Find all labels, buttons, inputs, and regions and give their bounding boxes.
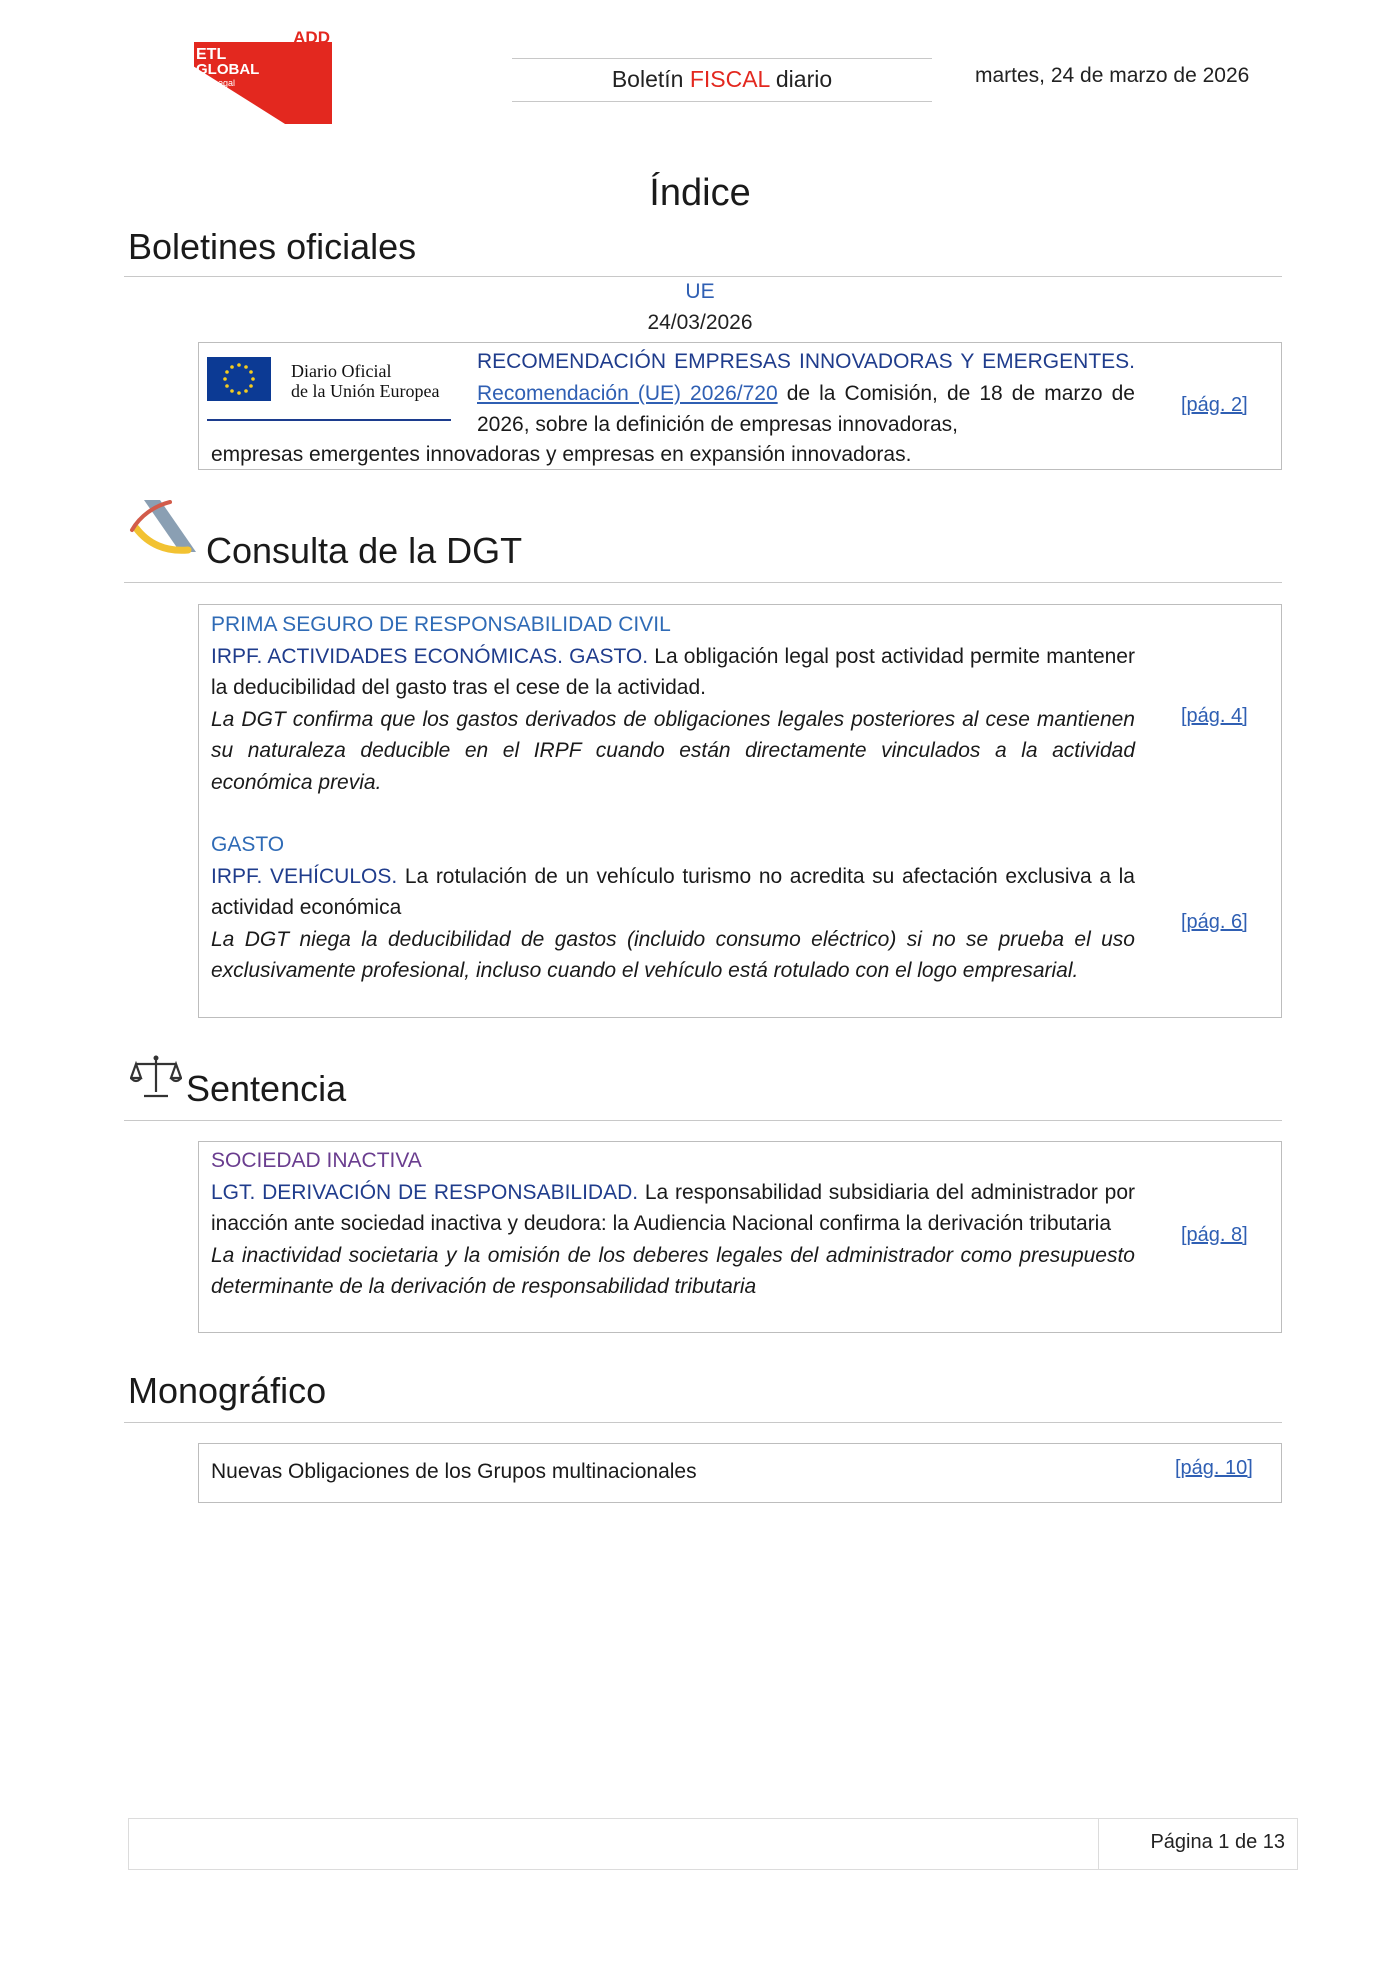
page-footer (128, 1818, 1298, 1870)
dgt-entry-2 (211, 829, 1135, 987)
entry-summary: La inactividad societaria y la omisión de los deberes legales del administrador como presupuesto determinante de la derivación de responsabilidad tributaria (211, 1243, 1135, 1298)
entry-heading: IRPF. VEHÍCULOS. (211, 864, 398, 888)
recommendation-link[interactable]: Recomendación (UE) 2026/720 (477, 381, 778, 405)
region-date: 24/03/2026 (647, 311, 753, 334)
section-title-boletines: Boletines oficiales (128, 226, 417, 267)
region-label: UE (685, 280, 715, 303)
entry-paragraph-cont: empresas emergentes innovadoras y empresas en expansión innovadoras. (211, 443, 912, 466)
entry-heading: IRPF. ACTIVIDADES ECONÓMICAS. GASTO. (211, 644, 649, 668)
entry-paragraph (211, 861, 1135, 924)
aeat-logo-icon (126, 494, 202, 560)
section-divider (124, 582, 1282, 583)
entry-paragraph (211, 1177, 1135, 1240)
eu-flag-icon (207, 357, 271, 401)
entry-box-dgt (198, 604, 1282, 1018)
entry-heading: RECOMENDACIÓN EMPRESAS INNOVADORAS Y EMERGENTES. (477, 350, 1135, 373)
entry-box-sentencia (198, 1141, 1282, 1333)
entry-category: PRIMA SEGURO DE RESPONSABILIDAD CIVIL (211, 613, 671, 636)
footer-divider (1098, 1819, 1099, 1869)
bulletin-title-prefix: Boletín (611, 66, 690, 92)
entry-body (477, 346, 1135, 441)
etl-global-logo (186, 28, 332, 124)
entry-text: de la Comisión, de 18 de marzo de 2026, sobre la definición de empresas innovadoras, (477, 381, 1135, 436)
logo-global: GLOBAL (196, 61, 260, 78)
doue-logo-line2: de la Unión Europea (291, 381, 440, 401)
entry-category: GASTO (211, 833, 285, 856)
entry-text: La obligación legal post actividad permite mantener la deducibilidad del gasto tras el cese de la actividad. (211, 644, 1135, 699)
dgt-entry-1 (211, 609, 1135, 798)
section-title-dgt: Consulta de la DGT (206, 530, 523, 571)
entry-body-continued (211, 439, 1151, 471)
page-ref-link[interactable]: [pág. 2] (1181, 394, 1248, 416)
doue-logo-underline (207, 419, 451, 421)
page-number: Página 1 de 13 (1150, 1831, 1285, 1853)
section-title-monografico: Monográfico (128, 1370, 327, 1411)
index-title: Índice (649, 172, 751, 214)
entry-summary: La DGT confirma que los gastos derivados de obligaciones legales posteriores al cese mantienen su naturaleza deducible en el IRPF cuando están directamente vinculados a la actividad económica previa. (211, 707, 1135, 794)
bulletin-date: martes, 24 de marzo de 2026 (975, 64, 1250, 87)
doue-logo-text (291, 361, 439, 401)
entry-paragraph (211, 641, 1135, 704)
scales-of-justice-icon (130, 1054, 182, 1100)
entry-paragraph (477, 346, 1135, 441)
logo-add: ADD (293, 28, 330, 47)
logo-etl: ETL (196, 46, 227, 63)
page-ref-link[interactable]: [pág. 4] (1181, 705, 1248, 727)
doue-logo-line1: Diario Oficial (291, 361, 392, 381)
page-ref-link[interactable]: [pág. 10] (1175, 1457, 1253, 1479)
bulletin-title (512, 58, 932, 102)
section-divider (124, 1120, 1282, 1121)
doue-logo (207, 355, 451, 415)
logo-tax-legal: Tax-Legal (196, 78, 236, 88)
entry-heading: LGT. DERIVACIÓN DE RESPONSABILIDAD. (211, 1180, 639, 1204)
entry-box-doue (198, 342, 1282, 470)
section-divider (124, 1422, 1282, 1423)
bulletin-title-highlight: FISCAL (689, 66, 770, 92)
bulletin-title-suffix: diario (769, 66, 833, 92)
entry-box-monografico (198, 1443, 1282, 1503)
page-ref-link[interactable]: [pág. 8] (1181, 1224, 1248, 1246)
sentencia-entry (211, 1145, 1135, 1303)
monografico-title: Nuevas Obligaciones de los Grupos multinacionales (211, 1460, 697, 1483)
entry-summary: La DGT niega la deducibilidad de gastos (incluido consumo eléctrico) si no se prueba el uso exclusivamente profesional, incluso cuando el vehículo está rotulado con el logo empresarial. (211, 927, 1135, 982)
section-title-sentencia: Sentencia (186, 1068, 347, 1109)
page-ref-link[interactable]: [pág. 6] (1181, 911, 1248, 933)
entry-category: SOCIEDAD INACTIVA (211, 1149, 422, 1172)
entry-text: La responsabilidad subsidiaria del administrador por inacción ante sociedad inactiva y deudora: la Audiencia Nacional confirma la derivación tributaria (211, 1180, 1135, 1235)
entry-text: La rotulación de un vehículo turismo no acredita su afectación exclusiva a la actividad económica (211, 864, 1135, 919)
section-divider (124, 276, 1282, 277)
